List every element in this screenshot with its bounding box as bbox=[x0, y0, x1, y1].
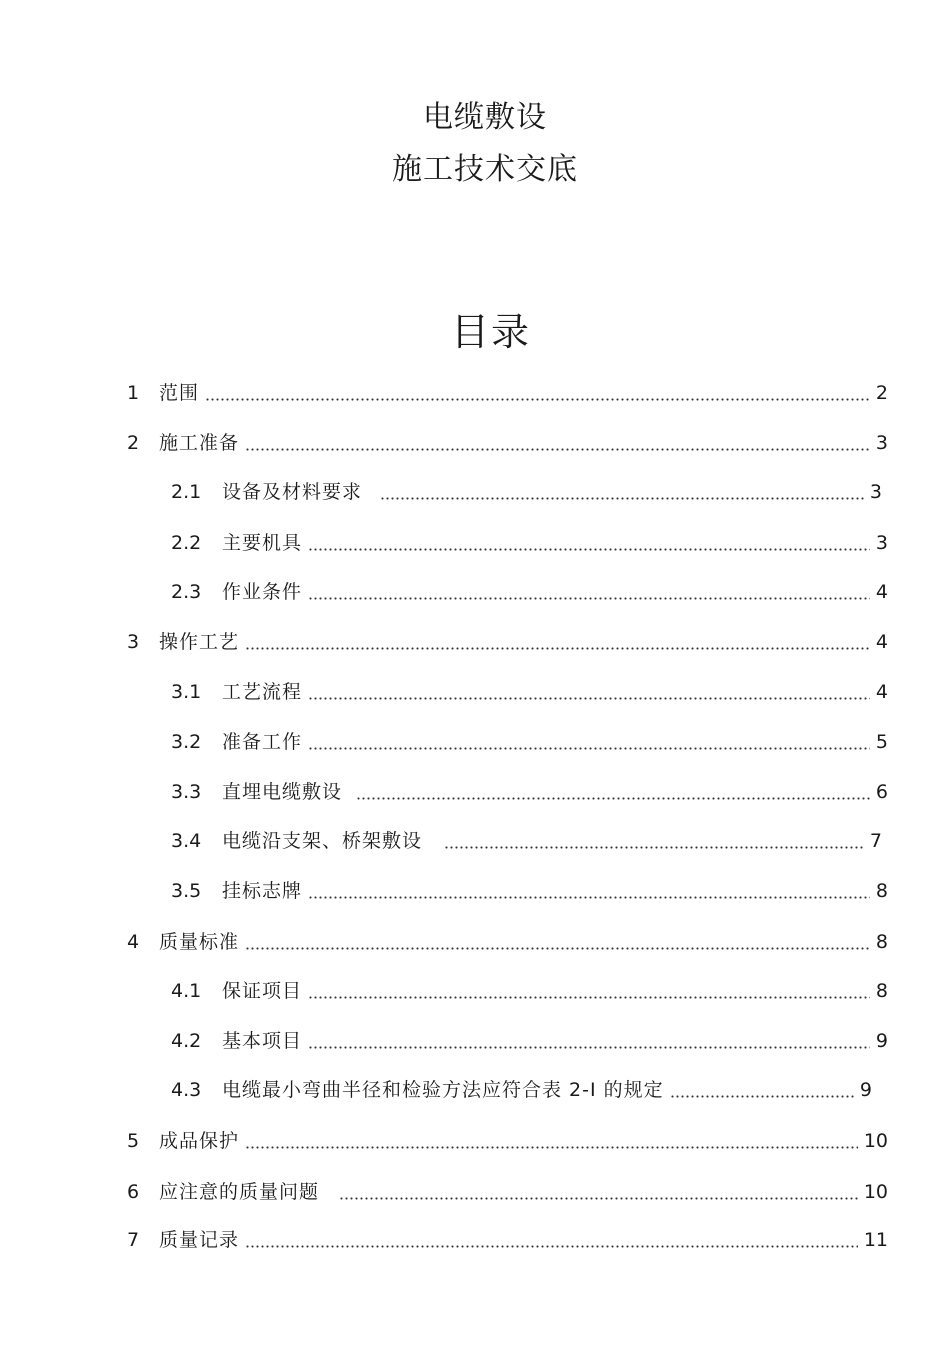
toc-entry[interactable] bbox=[171, 679, 888, 705]
toc-number: 2.1 bbox=[171, 481, 202, 503]
dot-leader bbox=[356, 779, 870, 805]
toc-entry[interactable] bbox=[171, 1077, 872, 1103]
dot-leader bbox=[339, 1179, 858, 1205]
toc-title: 电缆最小弯曲半径和检验方法应符合表 2-I 的规定 bbox=[222, 1079, 664, 1101]
title-line-2: 施工技术交底 bbox=[392, 152, 578, 187]
dot-leader bbox=[308, 530, 870, 556]
toc-page-number: 10 bbox=[863, 1130, 888, 1152]
dot-leader bbox=[245, 629, 870, 655]
toc-title: 操作工艺 bbox=[159, 631, 240, 653]
toc-number: 5 bbox=[127, 1130, 140, 1152]
toc-entry[interactable] bbox=[127, 629, 888, 655]
toc-page-number: 2 bbox=[875, 382, 888, 404]
toc-number: 2.2 bbox=[171, 532, 202, 554]
dot-leader bbox=[245, 929, 870, 955]
toc-title: 质量记录 bbox=[159, 1229, 240, 1251]
toc-number: 4.2 bbox=[171, 1030, 202, 1052]
toc-entry[interactable] bbox=[127, 430, 888, 456]
toc-entry[interactable] bbox=[127, 380, 888, 406]
toc-entry[interactable] bbox=[171, 878, 888, 904]
toc-page-number: 3 bbox=[875, 532, 888, 554]
dot-leader bbox=[380, 479, 864, 505]
toc-number: 3.2 bbox=[171, 731, 202, 753]
toc-title: 工艺流程 bbox=[222, 681, 303, 703]
dot-leader bbox=[308, 729, 870, 755]
toc-title: 施工准备 bbox=[159, 432, 240, 454]
toc-entry[interactable] bbox=[127, 1227, 888, 1253]
dot-leader bbox=[308, 679, 870, 705]
title-line-1: 电缆敷设 bbox=[423, 100, 547, 135]
toc-page-number: 6 bbox=[875, 781, 888, 803]
toc-number: 3.4 bbox=[171, 830, 202, 852]
toc-number: 7 bbox=[127, 1229, 140, 1251]
toc-entry[interactable] bbox=[171, 978, 888, 1004]
toc-entry[interactable] bbox=[171, 479, 882, 505]
toc-page-number: 8 bbox=[875, 980, 888, 1002]
dot-leader bbox=[245, 1227, 858, 1253]
toc-page-number: 3 bbox=[869, 481, 882, 503]
toc-page-number: 9 bbox=[859, 1079, 872, 1101]
toc-heading: 目录 bbox=[450, 310, 531, 354]
dot-leader bbox=[444, 828, 864, 854]
toc-page-number: 5 bbox=[875, 731, 888, 753]
toc-title: 范围 bbox=[159, 382, 200, 404]
toc-page-number: 8 bbox=[875, 931, 888, 953]
toc-entry[interactable] bbox=[171, 729, 888, 755]
dot-leader bbox=[245, 430, 870, 456]
toc-number: 4.3 bbox=[171, 1079, 202, 1101]
dot-leader bbox=[308, 1028, 870, 1054]
toc-title: 基本项目 bbox=[222, 1030, 303, 1052]
toc-page-number: 7 bbox=[869, 830, 882, 852]
dot-leader bbox=[205, 380, 870, 406]
toc-entry[interactable] bbox=[127, 1179, 888, 1205]
toc-page-number: 4 bbox=[875, 631, 888, 653]
toc-title: 挂标志牌 bbox=[222, 880, 303, 902]
toc-entry[interactable] bbox=[171, 828, 882, 854]
toc-number: 3.1 bbox=[171, 681, 202, 703]
toc-title: 电缆沿支架、桥架敷设 bbox=[222, 830, 423, 852]
toc-number: 3.3 bbox=[171, 781, 202, 803]
dot-leader bbox=[308, 878, 870, 904]
toc-entry[interactable] bbox=[171, 530, 888, 556]
dot-leader bbox=[245, 1128, 858, 1154]
toc-page-number: 4 bbox=[875, 681, 888, 703]
toc-title: 设备及材料要求 bbox=[222, 481, 363, 503]
toc-title: 直埋电缆敷设 bbox=[222, 781, 343, 803]
toc-number: 2 bbox=[127, 432, 140, 454]
toc-page-number: 3 bbox=[875, 432, 888, 454]
toc-number: 1 bbox=[127, 382, 140, 404]
toc-number: 4.1 bbox=[171, 980, 202, 1002]
toc-number: 3 bbox=[127, 631, 140, 653]
toc-page-number: 11 bbox=[863, 1229, 888, 1251]
toc-entry[interactable] bbox=[171, 779, 888, 805]
toc-entry[interactable] bbox=[171, 579, 888, 605]
toc-title: 作业条件 bbox=[222, 581, 303, 603]
toc-title: 准备工作 bbox=[222, 731, 303, 753]
dot-leader bbox=[670, 1077, 854, 1103]
toc-page-number: 9 bbox=[875, 1030, 888, 1052]
toc-page-number: 10 bbox=[863, 1181, 888, 1203]
toc-number: 6 bbox=[127, 1181, 140, 1203]
toc-entry[interactable] bbox=[127, 929, 888, 955]
toc-page-number: 4 bbox=[875, 581, 888, 603]
toc-entry[interactable] bbox=[127, 1128, 888, 1154]
toc-title: 应注意的质量问题 bbox=[159, 1181, 320, 1203]
toc-number: 4 bbox=[127, 931, 140, 953]
toc-page-number: 8 bbox=[875, 880, 888, 902]
toc-title: 主要机具 bbox=[222, 532, 303, 554]
toc-title: 质量标准 bbox=[159, 931, 240, 953]
toc-title: 成品保护 bbox=[159, 1130, 240, 1152]
toc-number: 2.3 bbox=[171, 581, 202, 603]
toc-entry[interactable] bbox=[171, 1028, 888, 1054]
toc-title: 保证项目 bbox=[222, 980, 303, 1002]
dot-leader bbox=[308, 579, 870, 605]
dot-leader bbox=[308, 978, 870, 1004]
toc-number: 3.5 bbox=[171, 880, 202, 902]
